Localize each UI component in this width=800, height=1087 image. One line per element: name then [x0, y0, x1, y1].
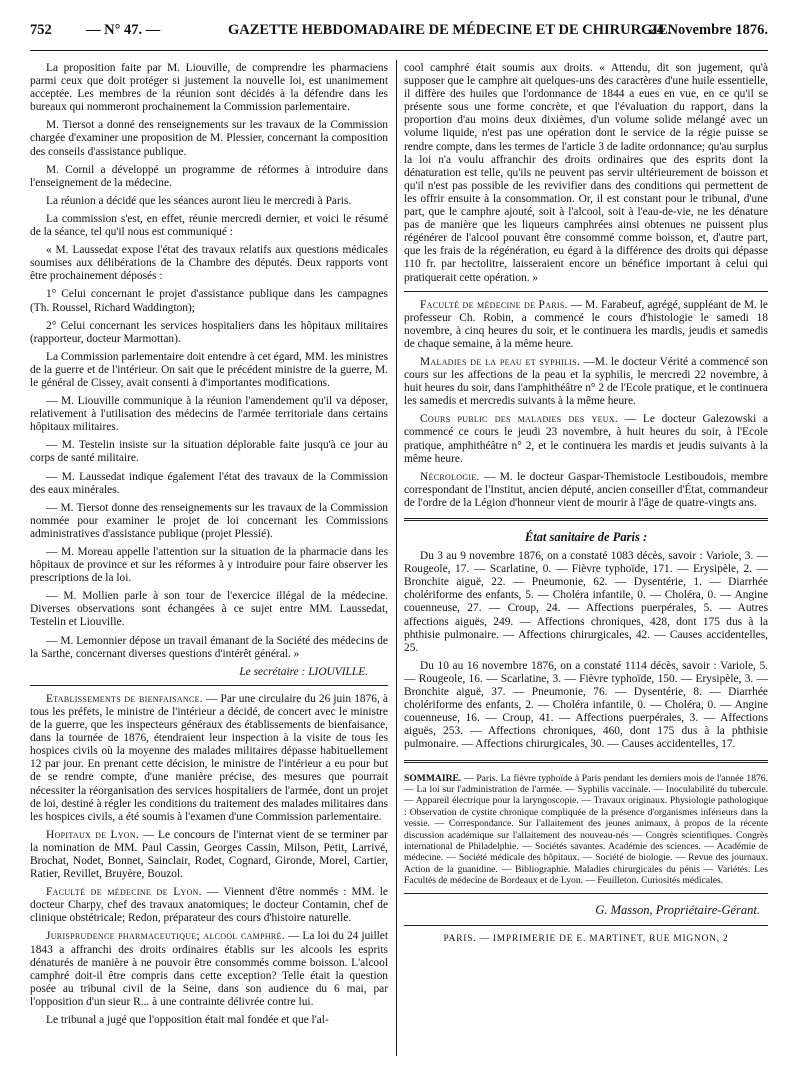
news-jurisprudence — [30, 930, 388, 1009]
news-paris-faculty — [404, 299, 768, 351]
journal-title: GAZETTE HEBDOMADAIRE DE MÉDECINE ET DE CHIRURGIE. — [228, 22, 672, 38]
section-head: Jurisprudence pharmaceutique; alcool camphré. — [46, 930, 285, 943]
section-head: Maladies de la peau et syphilis. — [420, 355, 581, 368]
section-double-rule — [404, 760, 768, 763]
paragraph: — M. Testelin insiste sur la situation déplorable faite jusqu'à ce jour au corps de santé militaire. — [30, 439, 388, 465]
summary-text: — Paris. La fièvre typhoïde à Paris pendant les derniers mois de l'année 1876. — La loi sur l'administration de l'armée. — Syphilis vaccinale. — Inoculabilité du tubercule. — Appareil électrique pour la laryngoscopie. — Travaux originaux. Physiologie pathologique : Observation de cystite chronique compliquée de la présence d'organismes inférieurs dans la vessie. — Correspondance. Sur l'allaitement des jeunes animaux, à propos de la récente discussion académique sur l'allaitement des nouveau-nés — Congrès scientifiques. Congrès international de Philadelphie. — Sociétés savantes. Académie des sciences. — Académie de médecine. — Société médicale des hôpitaux. — Société de biologie. — Revue des journaux. Action de la guanidine. — Bibliographie. Maladies chirurgicales du pénis — Variétés. Les Facultés de médecine de Bordeaux et de Lyon. — Feuilleton. Curiosités médicales. — [404, 772, 768, 887]
paragraph: — M. Mollien parle à son tour de l'exercice illégal de la médecine. Diverses observations sont échangées à ce sujet entre MM. Laussedat, Testelin et Liouville. — [30, 590, 388, 629]
paragraph: — M. Moreau appelle l'attention sur la situation de la pharmacie dans les hôpitaux de province et sur les réformes à y introduire pour faire observer les prescriptions de la loi. — [30, 546, 388, 585]
paragraph: — M. Liouville communique à la réunion l'amendement qu'il va déposer, relativement à l'utilisation des médecins de l'armée territoriale dans certains hôpitaux militaires. — [30, 395, 388, 434]
section-head: Nécrologie. — [420, 470, 480, 483]
page-number: 752 — [30, 22, 52, 38]
news-skin-diseases — [404, 356, 768, 408]
issue-number: — N° 47. — — [86, 22, 161, 38]
section-text: — Par une circulaire du 26 juin 1876, à tous les préfets, le ministre de l'intérieur a décidé, de concert avec le ministre de la guerre, que les inspecteurs généraux des établissements de bienfaisance, dans la tournée de 1876, étendraient leur inspection à la visite de tous les hospices civils où la moyenne des malades militaires dépasse habituellement 12 par jour. En prenant cette décision, le ministre de l'intérieur a eu pour but de se rendre compte, d'une manière précise, des mesures que pourrait nécessiter la réorganisation des services hospitaliers de l'armée, dont un projet de loi, destiné à régler les conditions du traitement des malades militaires dans les hospices civils, a été soumis à l'examen d'une Commission parlementaire. — [30, 692, 388, 823]
section-text: — Le concours de l'internat vient de se terminer par la nomination de MM. Paul Cassin, Georges Cassin, Milson, Petit, Larrivé, Brochat, Nodet, Bonnet, Sainclair, Rodet, Cognard, Gironde, Morel, Cartier, Ratier, Revillet, Bruyère, Bouzol. — [30, 828, 388, 881]
issue-date: 24 Novembre 1876. — [649, 22, 768, 38]
section-rule — [30, 685, 388, 686]
secretary-signature: Le secrétaire : LIOUVILLE. — [239, 665, 368, 678]
right-column — [404, 62, 768, 946]
section-text: — La loi du 24 juillet 1843 a affranchi des droits ordinaires établis sur les alcools les esprits dénaturés de manière à ne pouvoir être consommés comme boisson. L'alcool camphré doit-il être compris dans cette exception? Telle était la question posée au tribunal civil de la Seine, dans son audience du 6 mai, par l'opposition d'un sieur R... à une contrainte délivrée contre lui. — [30, 930, 388, 1008]
jurisprudence-continued: cool camphré était soumis aux droits. « Attendu, dit son jugement, qu'à supposer que le camphre ait quelques-uns des caractères d'une huile essentielle, il diffère des huiles que l'ordonnance de 1844 a eues en vue, en ce qu'il se présente sous une forme concrète, et que l'évaluation du rapport, dans la proportion d'au moins deux dixièmes, d'un volume solide mélangé avec un volume liquide, n'est pas une opération dont le service de la régie puisse se rendre compte, dans les termes de l'article 3 de ladite ordonnance; qu'au surplus la loi n'a voulu affranchir des droits ordinaires que des esprits dont la dénaturation est telle, qu'ils ne peuvent pas servir ultérieurement de boisson et qu'il n'est pas possible de les revivifier dans des conditions qui permettent de les offrir ensuite à la consommation. Or, il est constant pour le tribunal, d'une part, que le camphre ajouté, soit à l'alcool, soit à l'eau-de-vie, ne les dénature pas de manière que les liqueurs camphrées ainsi obtenues ne puissent plus régénérer de l'alcool pouvant être consommé comme boisson, et, d'autre part, que les frais de la régénération, eu égard à la différence des droits qui dépasse 110 fr. par hectolitre, laisseraient encore un bénéfice important à celui qui pratiquerait cette opération. » — [404, 62, 768, 284]
sanitary-week-1: Du 3 au 9 novembre 1876, on a constaté 1083 décès, savoir : Variole, 3. — Rougeole, 17. — Scarlatine, 0. — Fièvre typhoïde, 171. — Erysipèle, 2. — Bronchite aiguë, 22. — Pneumonie, 62. — Dysentérie, 1. — Diarrhée cholériforme des enfants, 5. — Choléra infantile, 0. — Choléra, 0. — Angine couenneuse, 27. — Croup, 24. — Affections puerpérales, 5. — Autres affections aiguës, 249. — Affections chroniques, 428, dont 175 dus à la phthisie pulmonaire. — Affections chirurgicales, 42. — Causes accidentelles, 25. — [404, 550, 768, 654]
paragraph: M. Tiersot a donné des renseignements sur les travaux de la Commission chargée d'examiner une proposition de M. Plessier, concernant la composition des conseils d'assistance publique. — [30, 119, 388, 158]
paragraph: 2° Celui concernant les services hospitaliers dans les hôpitaux militaires (rapporteur, docteur Marmottan). — [30, 319, 388, 345]
section-head: Faculté de médecine de Paris. — [420, 298, 568, 311]
section-text: — Le docteur Galezowski a commencé ce cours le jeudi 23 novembre, à huit heures du soir, à l'Ecole pratique, amphithéâtre n° 2, et le continuera les mardis et jeudis suivants à la même heure. — [404, 413, 769, 465]
sanitary-week-2: Du 10 au 16 novembre 1876, on a constaté 1114 décès, savoir : Variole, 5. — Rougeole, 16. — Scarlatine, 3. — Fièvre typhoïde, 150. — Erysipèle, 3. — Bronchite aiguë, 37. — Pneumonie, 76. — Dysentérie, 8. — Diarrhée cholériforme des enfants, 2. — Choléra infantile, 0. — Choléra, 0. — Angine couenneuse, 16. — Croup, 41. — Affections puerpérales, 3. — Affections aiguës, 253. — Affections chroniques, 460, dont 175 dus à la phthisie pulmonaire. — Affections chirurgicales, 30. — Causes accidentelles, 17. — [404, 659, 768, 751]
news-bienfaisance — [30, 693, 388, 824]
column-divider — [396, 60, 397, 1056]
publisher-signature — [404, 904, 760, 917]
section-double-rule — [404, 518, 768, 521]
section-text: — M. le docteur Gaspar-Themistocle Lestiboudois, membre correspondant de l'Institut, ancien député, ancien conseiller d'État, commandeur de l'ordre de la Légion d'honneur vient de mourir à l'âge de quatre-vingts ans. — [404, 470, 768, 509]
news-eye-diseases — [404, 413, 768, 465]
news-lyon-hospitals — [30, 829, 388, 881]
paragraph: La Commission parlementaire doit entendre à cet égard, MM. les ministres de la guerre et de l'intérieur. On sait que le précédent ministre de la guerre, M. le général de Cissey, avait consenti à d'importantes modifications. — [30, 350, 388, 389]
paragraph: — M. Lemonnier dépose un travail émanant de la Société des médecins de la Sarthe, concernant diverses questions d'intérêt général. » — [30, 634, 388, 660]
left-column — [30, 62, 388, 1027]
header-rule — [30, 50, 768, 51]
section-rule — [404, 893, 768, 894]
section-rule — [404, 925, 768, 926]
paragraph: La proposition faite par M. Liouville, de comprendre les pharmaciens parmi ceux que doit protéger si justement la nouvelle loi, est unanimement acceptée. Les membres de la réunion sont décidés à la défendre dans les bureaux qui nommeront prochainement la Commission parlementaire. — [30, 62, 388, 114]
section-text: — Viennent d'être nommés : MM. le docteur Charpy, chef des travaux anatomiques; le docteur Contamin, chef de clinique obstétricale; Redon, préparateur des cours d'histoire naturelle. — [30, 886, 388, 925]
news-necrology — [404, 471, 768, 510]
paragraph: 1° Celui concernant le projet d'assistance publique dans les campagnes (Th. Roussel, Richard Waddington); — [30, 288, 388, 314]
paragraph: Le tribunal a jugé que l'opposition était mal fondée et que l'al- — [46, 1014, 329, 1026]
section-head: Hopitaux de Lyon. — [46, 828, 140, 841]
section-text: —M. le docteur Vérité a commencé son cours sur les affections de la peau et la syphilis, le mercredi 22 novembre, à huit heures du soir, dans l'amphithéâtre n° 2 de l'Ecole pratique, et le continuera les samedis et mercredis suivants à la même heure. — [404, 355, 768, 408]
table-of-contents — [404, 773, 768, 887]
section-head: Etablissements de bienfaisance. — [46, 692, 203, 705]
summary-head: SOMMAIRE. — [404, 772, 462, 784]
publisher-role: Propriétaire-Gérant. — [655, 902, 760, 917]
paragraph: La réunion a décidé que les séances auront lieu le mercredi à Paris. — [46, 194, 352, 207]
paragraph: — M. Tiersot donne des renseignements sur les travaux de la Commission nommée pour examiner le projet de loi concernant les Commissions administratives d'assistance publique (projet Plessié). — [30, 501, 388, 540]
printer-imprint: PARIS. — IMPRIMERIE DE E. MARTINET, RUE MIGNON, 2 — [443, 933, 729, 944]
paragraph: « M. Laussedat expose l'état des travaux relatifs aux questions médicales soumises aux délibérations de la Chambre des députés. Deux rapports vont être prochainement déposés : — [30, 244, 388, 283]
section-rule — [404, 291, 768, 292]
running-header — [30, 22, 768, 44]
news-lyon-faculty — [30, 886, 388, 925]
publisher-name: G. Masson, — [595, 902, 653, 917]
section-head: Faculté de médecine de Lyon. — [46, 886, 202, 899]
section-text: — M. Farabeuf, agrégé, suppléant de M. le professeur Ch. Robin, a commencé le cours d'histologie le samedi 18 novembre, à cinq heures du soir, et le continuera les mardis, jeudis et samedis de chaque semaine, à la même heure. — [404, 298, 768, 350]
section-head: Cours public des maladies des yeux. — [420, 413, 619, 426]
sanitary-state-title: État sanitaire de Paris : — [524, 530, 648, 544]
paragraph: La commission s'est, en effet, réunie mercredi dernier, et voici le résumé de la séance, tel qu'il nous est communiqué : — [30, 212, 388, 239]
paragraph: — M. Laussedat indique également l'état des travaux de la Commission des eaux minérales. — [30, 470, 388, 496]
paragraph: M. Cornil a développé un programme de réformes à introduire dans l'enseignement de la médecine. — [30, 163, 388, 189]
